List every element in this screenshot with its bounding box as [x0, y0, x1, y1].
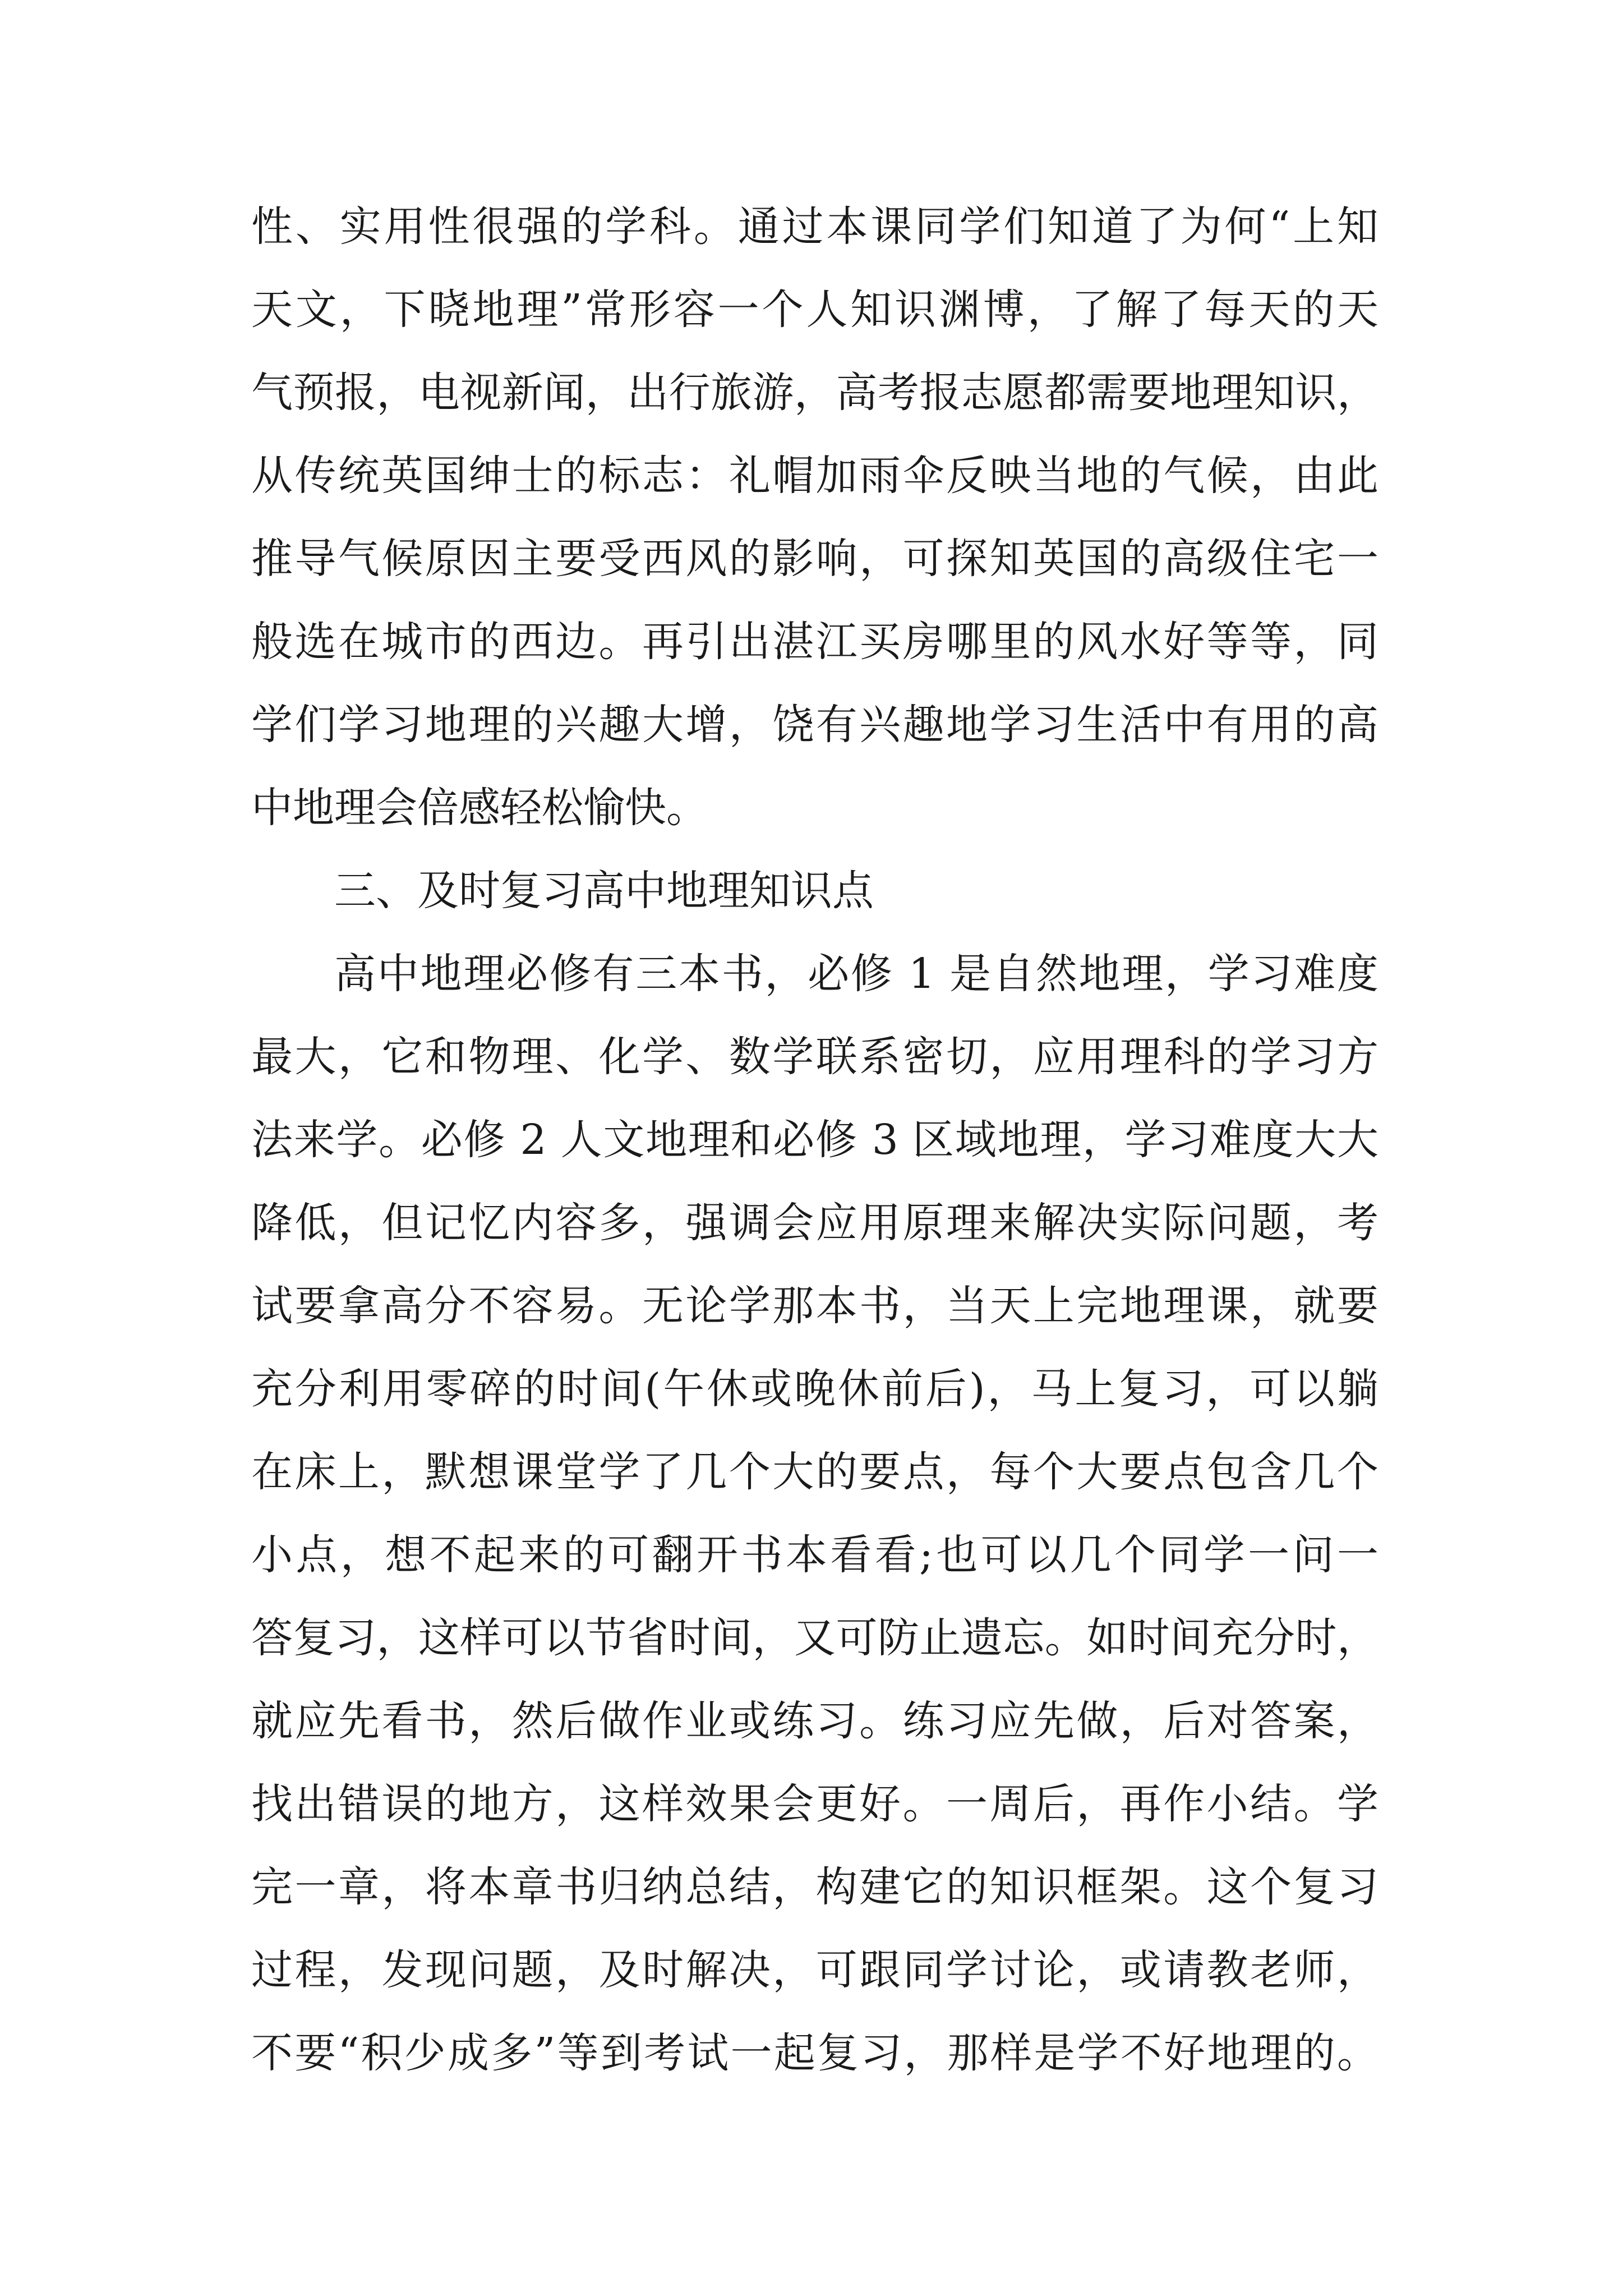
text-line: 降低，但记忆内容多，强调会应用原理来解决实际问题，考 — [251, 1199, 1378, 1247]
text-line: 小点，想不起来的可翻开书本看看;也可以几个同学一问一 — [251, 1531, 1378, 1579]
text-line: 过程，发现问题，及时解决，可跟同学讨论，或请教老师， — [251, 1946, 1378, 1994]
section-heading: 三、及时复习高中地理知识点 — [334, 867, 874, 915]
text-line: 从传统英国绅士的标志：礼帽加雨伞反映当地的气候，由此 — [251, 452, 1378, 500]
text-line: 试要拿高分不容易。无论学那本书，当天上完地理课，就要 — [251, 1282, 1378, 1330]
text-line: 答复习，这样可以节省时间，又可防止遗忘。如时间充分时， — [251, 1614, 1378, 1662]
text-line: 中地理会倍感轻松愉快。 — [251, 784, 708, 832]
text-line: 推导气候原因主要受西风的影响，可探知英国的高级住宅一 — [251, 535, 1378, 583]
text-line: 完一章，将本章书归纳总结，构建它的知识框架。这个复习 — [251, 1863, 1378, 1911]
text-line: 高中地理必修有三本书，必修 1 是自然地理，学习难度 — [334, 950, 1378, 998]
text-line: 就应先看书，然后做作业或练习。练习应先做，后对答案， — [251, 1697, 1378, 1745]
text-line: 性、实用性很强的学科。通过本课同学们知道了为何“上知 — [251, 203, 1378, 251]
text-line: 般选在城市的西边。再引出湛江买房哪里的风水好等等，同 — [251, 618, 1378, 666]
body-text — [251, 185, 1378, 2095]
text-line: 天文，下晓地理”常形容一个人知识渊博，了解了每天的天 — [251, 286, 1378, 334]
text-line: 法来学。必修 2 人文地理和必修 3 区域地理，学习难度大大 — [251, 1116, 1378, 1164]
text-line: 不要“积少成多”等到考试一起复习，那样是学不好地理的。 — [251, 2029, 1378, 2077]
text-line: 充分利用零碎的时间(午休或晚休前后)，马上复习，可以躺 — [251, 1365, 1378, 1413]
text-line: 找出错误的地方，这样效果会更好。一周后，再作小结。学 — [251, 1780, 1378, 1828]
text-line: 气预报，电视新闻，出行旅游，高考报志愿都需要地理知识， — [251, 369, 1378, 417]
text-line: 学们学习地理的兴趣大增，饶有兴趣地学习生活中有用的高 — [251, 701, 1378, 749]
text-line: 最大，它和物理、化学、数学联系密切，应用理科的学习方 — [251, 1033, 1378, 1081]
text-line: 在床上，默想课堂学了几个大的要点，每个大要点包含几个 — [251, 1448, 1378, 1496]
